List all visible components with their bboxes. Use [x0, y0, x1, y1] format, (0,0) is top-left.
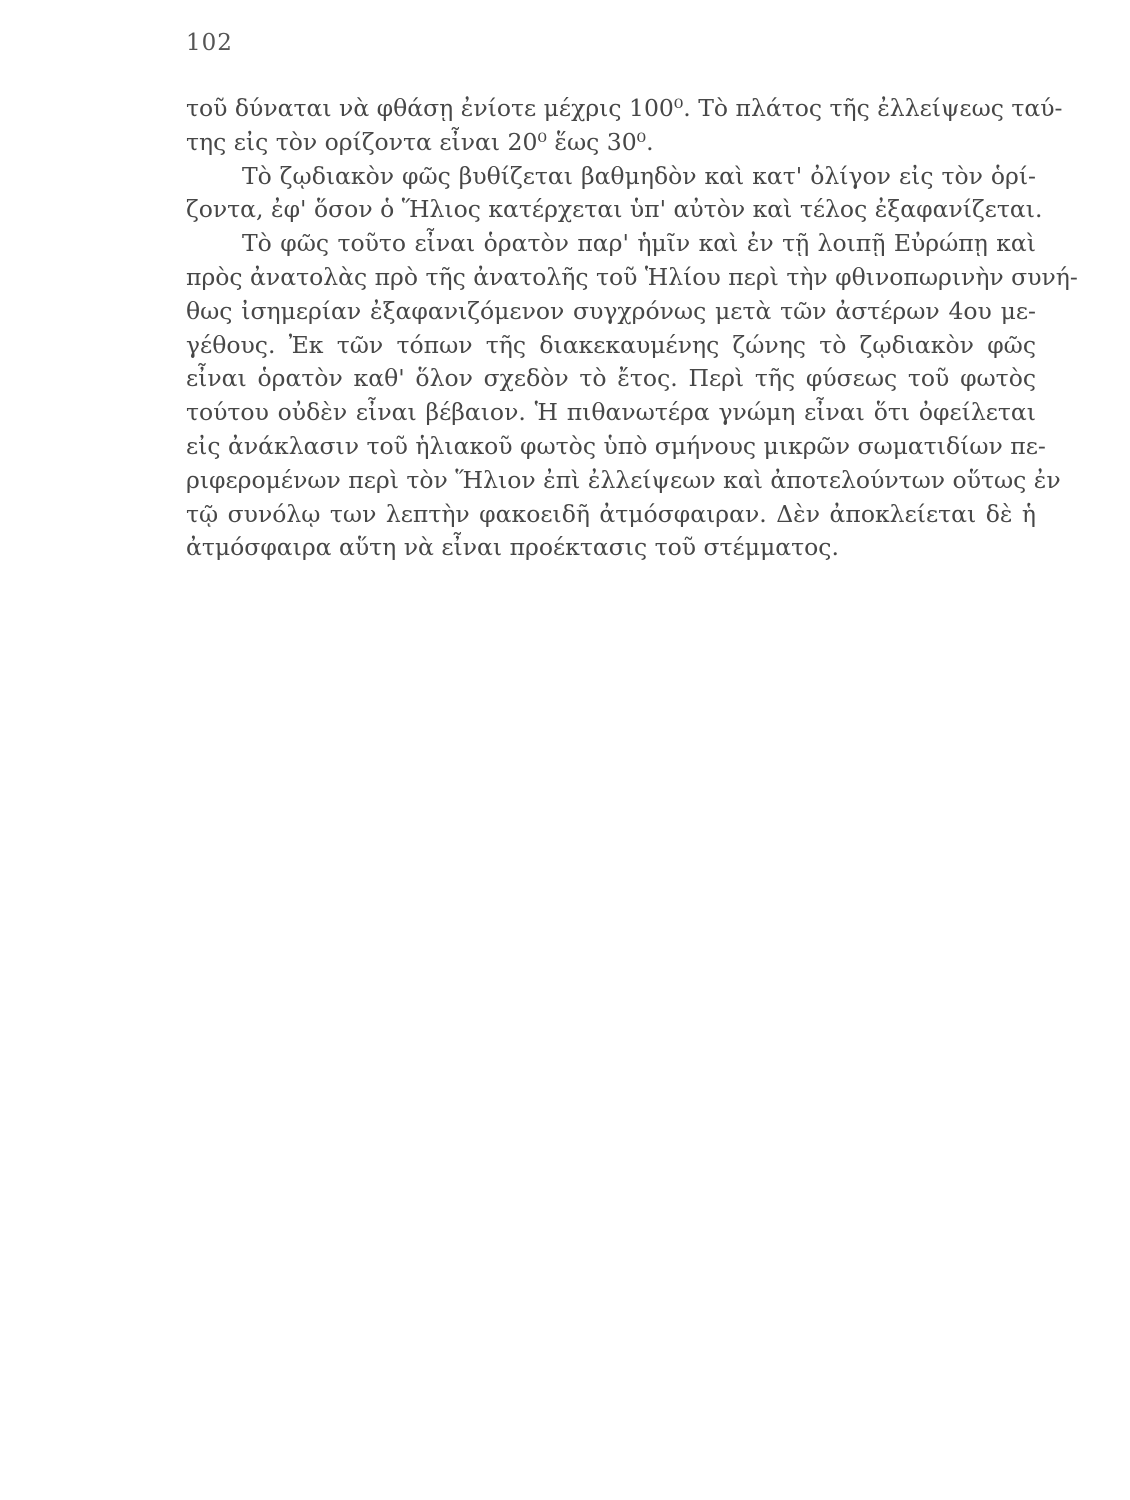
body-text	[186, 92, 1078, 565]
text-line: τῷ συνόλῳ των λεπτὴν φακοειδῆ ἀτμόσφαιραν. Δὲν ἀποκλείεται δὲ ἡ	[186, 499, 1036, 528]
page-number: 102	[186, 30, 233, 56]
text-line: εἶναι ὁρατὸν καθ' ὅλον σχεδὸν τὸ ἔτος. Περὶ τῆς φύσεως τοῦ φωτὸς	[186, 364, 1036, 393]
text-line: Τὸ ζῳδιακὸν φῶς βυθίζεται βαθμηδὸν καὶ κατ' ὀλίγον εἰς τὸν ὁρί-	[242, 161, 1036, 190]
text-line: πρὸς ἀνατολὰς πρὸ τῆς ἀνατολῆς τοῦ Ἡλίου περὶ τὴν φθινοπωρινὴν συνή-	[186, 262, 1078, 291]
text-line: θως ἰσημερίαν ἐξαφανιζόμενον συγχρόνως μετὰ τῶν ἀστέρων 4ου με-	[186, 296, 1036, 325]
text-line: ριφερομένων περὶ τὸν Ἥλιον ἐπὶ ἐλλείψεων καὶ ἀποτελούντων οὕτως ἐν	[186, 465, 1061, 494]
text-line: τούτου οὐδὲν εἶναι βέβαιον. Ἡ πιθανωτέρα γνώμη εἶναι ὅτι ὀφείλεται	[186, 398, 1036, 427]
text-line: ἀτμόσφαιρα αὕτη νὰ εἶναι προέκτασις τοῦ στέμματος.	[186, 533, 839, 562]
text-line: Τὸ φῶς τοῦτο εἶναι ὁρατὸν παρ' ἡμῖν καὶ ἐν τῇ λοιπῇ Εὐρώπῃ καὶ	[242, 229, 1036, 258]
text-line: εἰς ἀνάκλασιν τοῦ ἡλιακοῦ φωτὸς ὑπὸ σμήνους μικρῶν σωματιδίων πε-	[186, 431, 1046, 460]
text-line: ζοντα, ἐφ' ὅσον ὁ Ἥλιος κατέρχεται ὑπ' αὐτὸν καὶ τέλος ἐξαφανίζεται.	[186, 195, 1043, 224]
text-line: της εἰς τὸν ορίζοντα εἶναι 20⁰ ἕως 30⁰.	[186, 127, 654, 156]
text-line: τοῦ δύναται νὰ φθάσῃ ἐνίοτε μέχρις 100⁰. Τὸ πλάτος τῆς ἐλλείψεως ταύ-	[186, 94, 1063, 122]
text-line: γέθους. Ἐκ τῶν τόπων τῆς διακεκαυμένης ζώνης τὸ ζῳδιακὸν φῶς	[186, 330, 1036, 359]
